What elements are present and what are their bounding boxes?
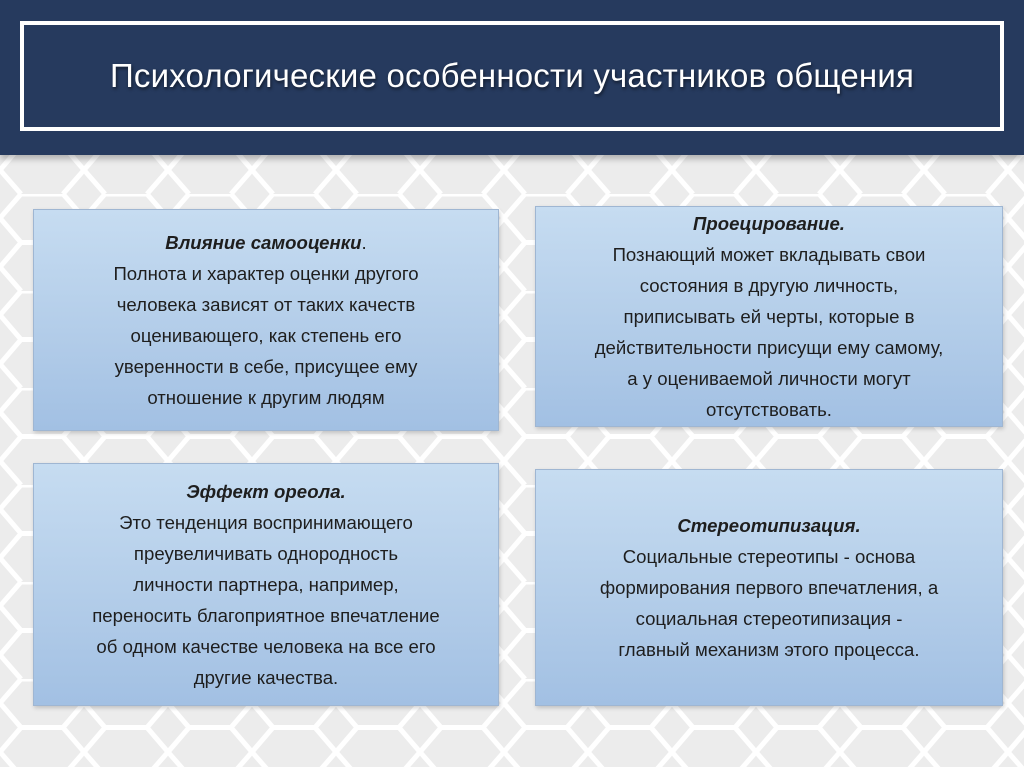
card-line: уверенности в себе, присущее ему xyxy=(114,356,418,377)
card-title: Проецирование. xyxy=(693,213,845,234)
card-projection xyxy=(535,206,1003,427)
card-title: Стереотипизация. xyxy=(677,515,861,536)
card-line: человека зависят от таких качеств xyxy=(116,294,416,315)
card-line: другие качества. xyxy=(193,667,339,688)
card-line: социальная стереотипизация - xyxy=(635,608,903,629)
card-line: формирования первого впечатления, а xyxy=(599,577,939,598)
card-line: оценивающего, как степень его xyxy=(130,325,402,346)
card-heading xyxy=(165,227,366,258)
header-frame xyxy=(20,21,1004,131)
card-line: Это тенденция воспринимающего xyxy=(119,512,413,533)
card-title: Эффект ореола. xyxy=(186,481,346,502)
card-line: личности партнера, например, xyxy=(133,574,399,595)
card-line: преувеличивать однородность xyxy=(133,543,399,564)
card-line: отсутствовать. xyxy=(706,399,832,420)
card-title: Влияние самооценки xyxy=(165,232,362,253)
card-line: а у оцениваемой личности могут xyxy=(627,368,911,389)
card-line: действительности присущи ему самому, xyxy=(594,337,944,358)
card-self-esteem xyxy=(33,209,499,431)
card-line: Социальные стереотипы - основа xyxy=(622,546,916,567)
card-stereotyping xyxy=(535,469,1003,706)
header-band xyxy=(0,0,1024,155)
card-line: переносить благоприятное впечатление xyxy=(92,605,440,626)
page-title: Психологические особенности участников общения xyxy=(109,57,915,94)
card-title-suffix: . xyxy=(361,232,367,253)
card-line: главный механизм этого процесса. xyxy=(618,639,920,660)
card-halo-effect xyxy=(33,463,499,706)
card-line: Познающий может вкладывать свои xyxy=(612,244,926,265)
card-line: приписывать ей черты, которые в xyxy=(623,306,915,327)
card-line: Полнота и характер оценки другого xyxy=(113,263,419,284)
card-line: об одном качестве человека на все его xyxy=(96,636,436,657)
card-line: состояния в другую личность, xyxy=(639,275,899,296)
card-line: отношение к другим людям xyxy=(147,387,385,408)
